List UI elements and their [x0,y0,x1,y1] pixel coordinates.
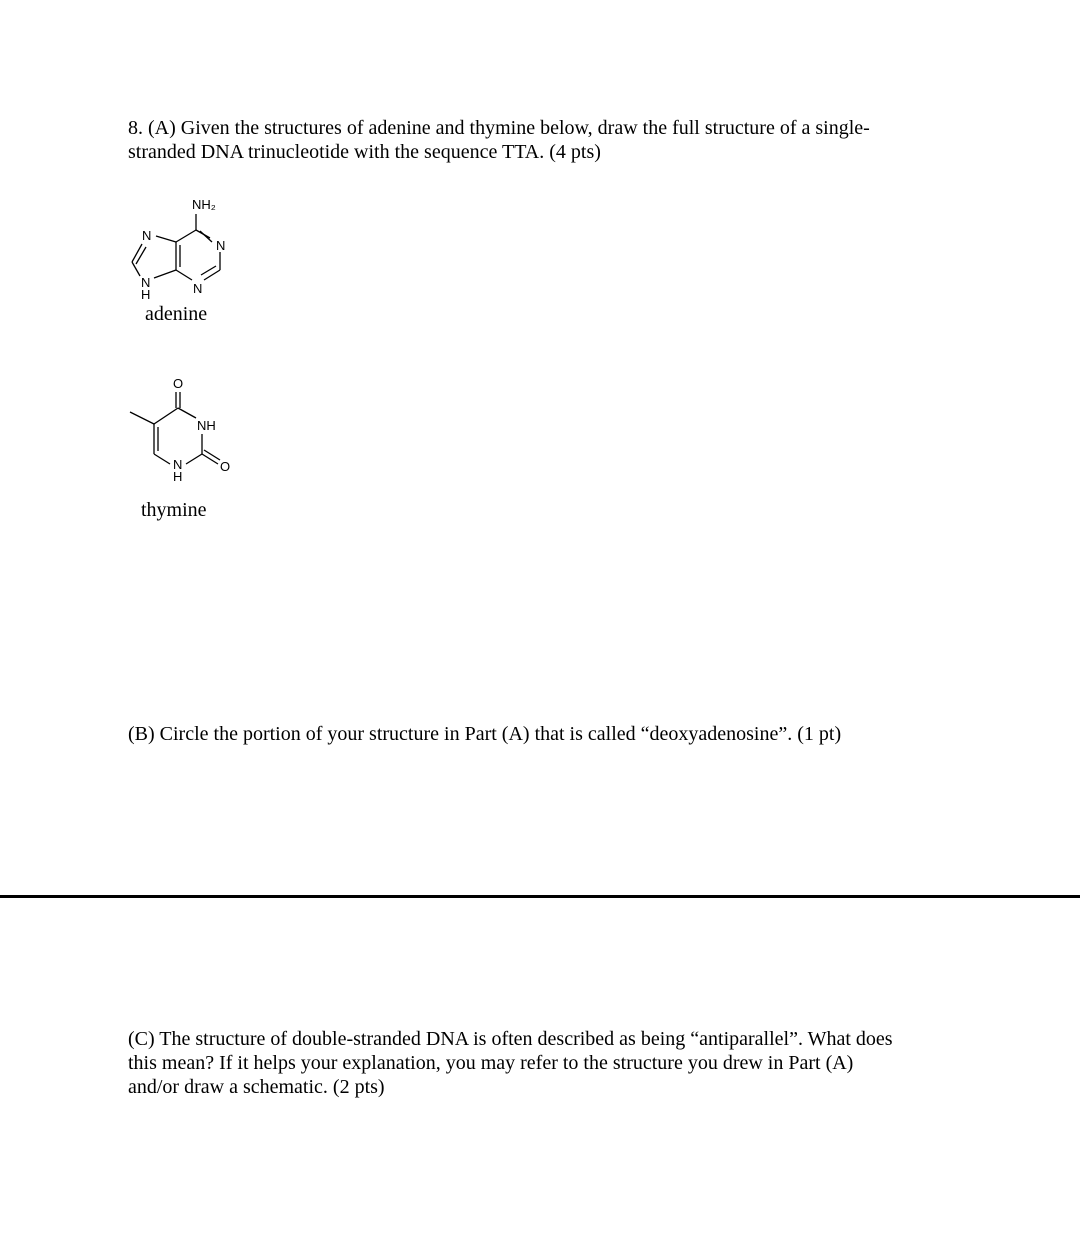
adenine-structure [118,190,248,305]
thymine-nh-atom: NH [197,418,216,433]
question-8a [128,116,870,164]
thymine-methyl-bond [130,412,154,424]
adenine-n1-atom: N [216,238,226,253]
adenine-bond [176,270,192,280]
thymine-bond [178,408,196,418]
adenine-n7-atom: N [142,228,152,243]
question-8c-line-3: and/or draw a schematic. (2 pts) [128,1076,385,1098]
question-8c [128,1027,893,1099]
adenine-bond [176,230,196,242]
adenine-bond [156,236,176,242]
question-8b [128,722,841,746]
question-8a-line-2: stranded DNA trinucleotide with the sequence TTA. (4 pts) [128,141,601,163]
thymine-o2-atom: O [220,459,231,474]
section-divider [0,895,1080,898]
adenine-bond [136,247,146,264]
adenine-bond [200,231,212,242]
adenine-bond [132,262,140,276]
thymine-bond [154,408,178,424]
thymine-bond [202,454,218,464]
thymine-label: thymine [141,499,207,521]
adenine-n3-atom: N [193,281,203,296]
thymine-h-atom: H [173,469,183,484]
thymine-n1-atom: N [173,457,183,472]
adenine-n9-atom: N [141,275,151,290]
adenine-label: adenine [145,303,208,325]
adenine-bond [154,270,176,278]
question-8c-line-2: this mean? If it helps your explanation, you may refer to the structure you drew in Part (A) [128,1052,854,1074]
question-8b-text: (B) Circle the portion of your structure in Part (A) that is called “deoxyadenosine”. (1 pt) [128,723,842,745]
thymine-o4-atom: O [173,376,184,391]
thymine-bond [204,450,220,460]
adenine-bond [132,244,142,262]
thymine-bond [186,454,202,464]
question-8a-line-1: 8. (A) Given the structures of adenine and thymine below, draw the full structure of a single- [128,117,870,139]
question-8c-line-1: (C) The structure of double-stranded DNA is often described as being “antiparallel”. What does [128,1028,893,1050]
adenine-h-atom: H [141,287,151,302]
adenine-nh2-atom: NH₂ [192,197,216,212]
thymine-bond [154,454,170,464]
thymine-structure [118,372,248,492]
